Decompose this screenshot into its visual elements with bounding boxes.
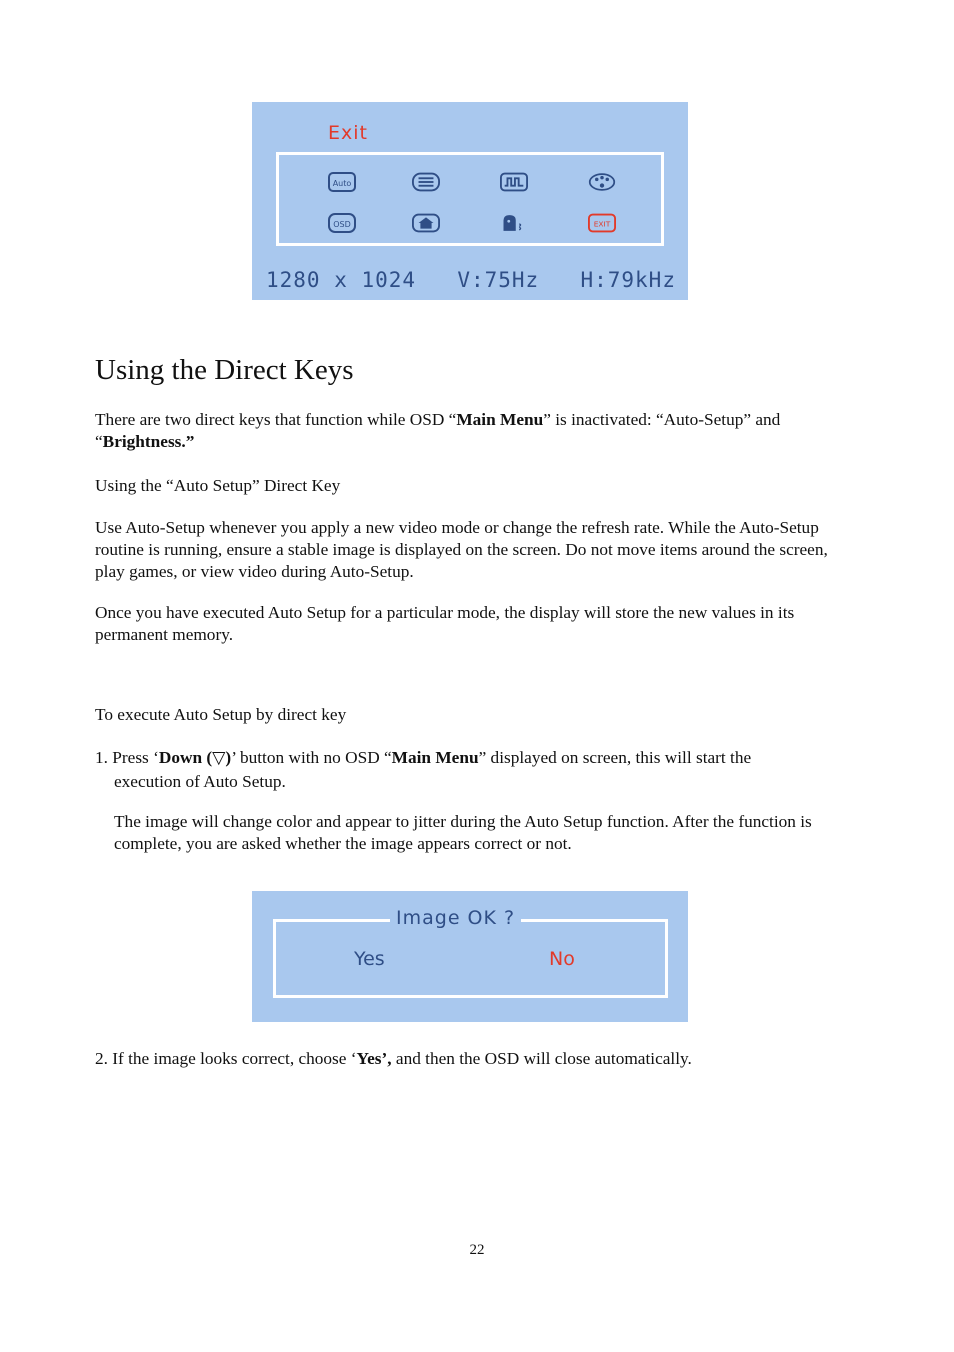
subheading: Using the “Auto Setup” Direct Key [95,476,341,495]
speaker-icon [500,212,528,234]
step1-middle: ’ button with no OSD “ [231,748,392,767]
menu-list-icon [412,171,440,193]
intro-paragraph [95,409,855,453]
home-icon [412,212,440,234]
exit-icon [588,212,616,234]
section-heading: Using the Direct Keys [95,354,354,386]
step1-main-menu: Main Menu [391,748,479,767]
step1-suffix: ” displayed on screen, this will start the [478,748,752,767]
osd-icon [328,212,356,234]
intro-bold-main-menu: Main Menu [456,410,544,429]
intro-text-2: ” is inactivated: “Auto-Setup” and [543,410,781,429]
auto-setup-paragraph: Use Auto-Setup whenever you apply a new video mode or change the refresh rate. While the Auto-Setup routine is running, ensure a stable image is displayed on the screen. Do not move items around the screen, play games, or view video during Auto-Setup. [95,518,828,581]
step-1-note: The image will change color and appear to jitter during the Auto Setup function. After the function is complete, you are asked whether the image appears correct or not. [114,812,812,853]
step2-prefix: 2. If the image looks correct, choose ‘ [95,1049,357,1068]
ok-dialog-frame [273,919,668,998]
resolution: 1280 x 1024 [266,268,417,292]
vertical-frequency: V:75Hz [457,268,540,292]
auto-icon [328,171,356,193]
page-number: 22 [469,1242,485,1258]
step-1 [95,746,855,794]
image-ok-dialog-image [252,891,688,1022]
ok-dialog-title: Image OK ? [390,907,521,929]
memory-paragraph: Once you have executed Auto Setup for a particular mode, the display will store the new values in its permanent memory. [95,603,795,644]
step1-prefix: 1. Press ‘ [95,748,159,767]
osd-icon-label: OSD [333,220,351,229]
waveform-icon [500,171,528,193]
exit-icon-label: EXIT [593,219,611,229]
osd-main-menu-image [252,102,688,300]
ok-dialog-no: No [549,948,575,970]
step-2 [95,1048,855,1070]
osd-exit-title: Exit [328,122,368,144]
auto-icon-label: Auto [332,179,352,188]
ok-dialog-yes: Yes [354,948,385,970]
step2-suffix: and then the OSD will close automatically. [391,1049,692,1068]
step1-down-key: Down (▽) [158,748,232,767]
osd-status-bar [266,268,676,292]
intro-quote: “ [95,432,103,451]
intro-text-1: There are two direct keys that function while OSD “ [95,410,457,429]
step2-yes: Yes’, [356,1049,392,1068]
step1-line2: execution of Auto Setup. [114,772,286,791]
intro-bold-brightness: Brightness.” [102,432,195,451]
horizontal-frequency: H:79kHz [580,268,676,292]
palette-icon [588,171,616,193]
execute-title: To execute Auto Setup by direct key [95,705,347,724]
